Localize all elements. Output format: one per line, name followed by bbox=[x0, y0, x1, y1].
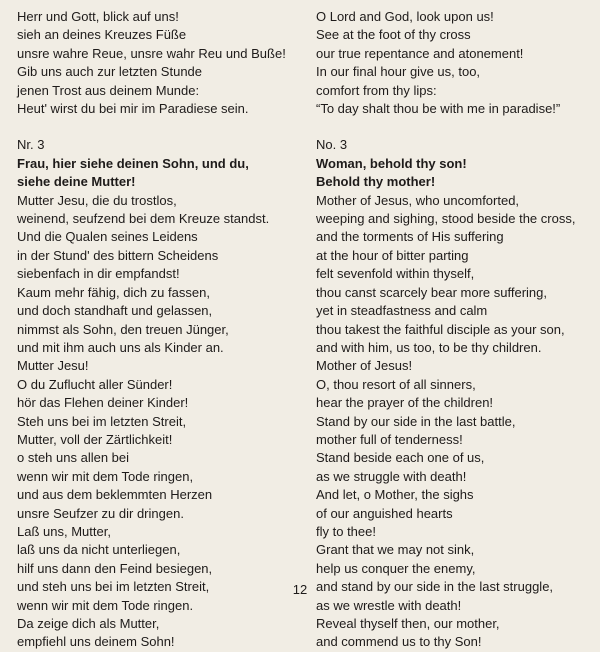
text-line: “To day shalt thou be with me in paradise!” bbox=[316, 101, 561, 117]
text-line: Steh uns bei im letzten Streit, bbox=[17, 413, 187, 429]
text-line: See at the foot of thy cross bbox=[316, 27, 471, 43]
english-opening-stanza bbox=[316, 8, 596, 118]
text-line: Mutter Jesu! bbox=[17, 358, 89, 374]
german-section-3 bbox=[17, 136, 297, 651]
text-line: weeping and sighing, stood beside the cross, bbox=[316, 211, 576, 227]
german-opening-stanza bbox=[17, 8, 297, 118]
text-line: in der Stund' des bittern Scheidens bbox=[17, 247, 219, 263]
text-line: siebenfach in dir empfandst! bbox=[17, 266, 180, 282]
text-line: and with him, us too, to be thy children. bbox=[316, 339, 542, 355]
text-line: at the hour of bitter parting bbox=[316, 247, 469, 263]
english-section-3 bbox=[316, 136, 596, 651]
text-line: Gib uns auch zur letzten Stunde bbox=[17, 64, 203, 80]
section-number: No. 3 bbox=[316, 137, 348, 153]
text-line: hör das Flehen deiner Kinder! bbox=[17, 395, 189, 411]
text-line: And let, o Mother, the sighs bbox=[316, 487, 474, 503]
text-line: as we struggle with death! bbox=[316, 468, 467, 484]
text-line: jenen Trost aus deinem Munde: bbox=[17, 82, 200, 98]
text-line: Heut' wirst du bei mir im Paradiese sein. bbox=[17, 101, 249, 117]
section-heading: Frau, hier siehe deinen Sohn, und du, bbox=[17, 155, 249, 171]
text-line: O du Zuflucht aller Sünder! bbox=[17, 376, 173, 392]
text-line: Laß uns, Mutter, bbox=[17, 523, 111, 539]
german-column bbox=[17, 8, 297, 652]
text-line: felt sevenfold within thyself, bbox=[316, 266, 475, 282]
text-line: sieh an deines Kreuzes Füße bbox=[17, 27, 187, 43]
text-line: Mother of Jesus! bbox=[316, 358, 413, 374]
text-line: of our anguished hearts bbox=[316, 505, 453, 521]
text-line: und aus dem beklemmten Herzen bbox=[17, 487, 213, 503]
text-line: Da zeige dich als Mutter, bbox=[17, 616, 160, 631]
text-line: help us conquer the enemy, bbox=[316, 560, 476, 576]
text-line: and stand by our side in the last struggle, bbox=[316, 579, 554, 595]
text-line: und doch standhaft und gelassen, bbox=[17, 303, 213, 319]
text-line: Mutter, voll der Zärtlichkeit! bbox=[17, 431, 173, 447]
text-line: O, thou resort of all sinners, bbox=[316, 376, 476, 392]
text-line: weinend, seufzend bei dem Kreuze standst. bbox=[17, 211, 270, 227]
text-line: und steh uns bei im letzten Streit, bbox=[17, 579, 210, 595]
text-line: Und die Qualen seines Leidens bbox=[17, 229, 198, 245]
text-line: Grant that we may not sink, bbox=[316, 542, 475, 558]
text-line: unsre Seufzer zu dir dringen. bbox=[17, 505, 184, 521]
text-line: wenn wir mit dem Tode ringen. bbox=[17, 597, 194, 613]
section-heading: Behold thy mother! bbox=[316, 174, 436, 190]
text-line: Stand beside each one of us, bbox=[316, 450, 485, 466]
text-line: and the torments of His suffering bbox=[316, 229, 504, 245]
section-heading: siehe deine Mutter! bbox=[17, 174, 136, 190]
section-number: Nr. 3 bbox=[17, 137, 45, 153]
text-line: O Lord and God, look upon us! bbox=[316, 9, 494, 24]
text-line: our true repentance and atonement! bbox=[316, 45, 524, 61]
english-column bbox=[316, 8, 596, 652]
text-line: hilf uns dann den Feind besiegen, bbox=[17, 560, 213, 576]
text-line: Mother of Jesus, who uncomforted, bbox=[316, 192, 520, 208]
text-line: Herr und Gott, blick auf uns! bbox=[17, 9, 179, 24]
text-line: thou takest the faithful disciple as your son, bbox=[316, 321, 565, 337]
text-line: Reveal thyself then, our mother, bbox=[316, 616, 500, 631]
text-line: empfiehl uns deinem Sohn! bbox=[17, 634, 175, 650]
text-line: fly to thee! bbox=[316, 523, 376, 539]
text-line: thou canst scarcely bear more suffering, bbox=[316, 284, 547, 300]
text-line: Kaum mehr fähig, dich zu fassen, bbox=[17, 284, 210, 300]
text-line: o steh uns allen bei bbox=[17, 450, 130, 466]
text-line: yet in steadfastness and calm bbox=[316, 303, 488, 319]
text-line: hear the prayer of the children! bbox=[316, 395, 494, 411]
text-line: wenn wir mit dem Tode ringen, bbox=[17, 468, 194, 484]
text-line: and commend us to thy Son! bbox=[316, 634, 482, 650]
text-line: nimmst als Sohn, den treuen Jünger, bbox=[17, 321, 229, 337]
text-line: und mit ihm auch uns als Kinder an. bbox=[17, 339, 224, 355]
text-line: Mutter Jesu, die du trostlos, bbox=[17, 192, 177, 208]
section-heading: Woman, behold thy son! bbox=[316, 155, 467, 171]
text-line: In our final hour give us, too, bbox=[316, 64, 481, 80]
text-line: as we wrestle with death! bbox=[316, 597, 462, 613]
text-line: laß uns da nicht unterliegen, bbox=[17, 542, 181, 558]
text-line: unsre wahre Reue, unsre wahr Reu und Buße! bbox=[17, 45, 286, 61]
text-line: comfort from thy lips: bbox=[316, 82, 437, 98]
page-number: 12 bbox=[292, 582, 308, 597]
text-line: Stand by our side in the last battle, bbox=[316, 413, 516, 429]
text-line: mother full of tenderness! bbox=[316, 431, 463, 447]
